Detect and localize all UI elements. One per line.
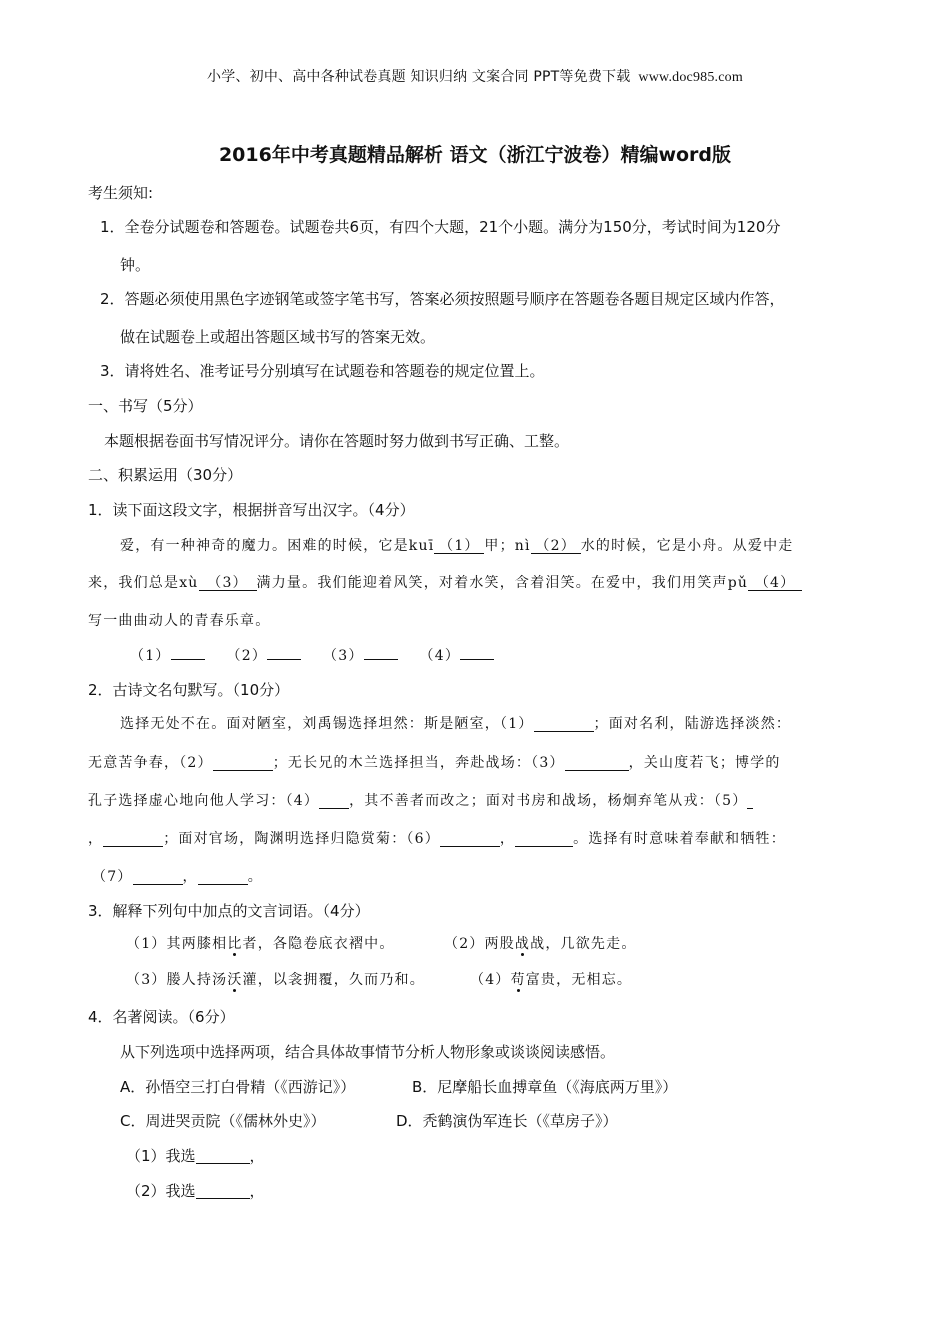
q4-comma: ， xyxy=(249,1147,265,1165)
q4-option-c: C．周进哭贡院（《儒林外史》） xyxy=(120,1112,326,1130)
q1-prompt: 1．读下面这段文字，根据拼音写出汉字。（4分） xyxy=(88,501,415,519)
q4-answer-1 xyxy=(126,1145,265,1166)
q1-answer-label: （4） xyxy=(419,648,461,664)
q1-passage-line-3: 写一曲曲动人的青春乐章。 xyxy=(88,613,271,629)
q4-option-d: D．秃鹤演伪军连长（《草房子》） xyxy=(396,1112,618,1130)
q1-answer-blank-3[interactable] xyxy=(364,659,398,660)
q1-text: 水的时候，它是小舟。从爱中走 xyxy=(580,538,794,554)
q2-text: ， xyxy=(499,831,516,847)
q4-comma: ， xyxy=(249,1182,265,1200)
q1-answer-label: （3） xyxy=(323,648,364,664)
q3-dotted-word: 战 xyxy=(514,936,531,952)
q2-passage-line-4 xyxy=(88,828,786,848)
q2-prompt: 2．古诗文名句默写。（10分） xyxy=(88,681,290,699)
q2-text: 无意苦争春，（2） xyxy=(88,755,213,771)
q1-blank-4[interactable]: （4） xyxy=(748,576,802,591)
q1-answer-blank-2[interactable] xyxy=(267,659,301,660)
q3-text: （4） xyxy=(470,972,511,988)
q3-text: 战，几欲先走。 xyxy=(530,936,637,952)
section-1-desc: 本题根据卷面书写情况评分。请你在答题时努力做到书写正确、工整。 xyxy=(104,432,570,450)
q1-answer-blank-4[interactable] xyxy=(460,659,494,660)
q2-text: （7） xyxy=(92,869,133,885)
q2-blank-7b[interactable] xyxy=(198,870,248,885)
q4-answer-blank-1[interactable] xyxy=(196,1149,250,1164)
q2-passage-line-5 xyxy=(92,866,263,886)
notice-item-1-cont: 钟。 xyxy=(120,256,151,274)
page-header xyxy=(0,66,950,86)
notice-heading: 考生须知: xyxy=(88,184,154,202)
q3-text: （1）其两膝相 xyxy=(126,936,228,952)
section-2-heading: 二、积累运用（30分） xyxy=(88,466,243,484)
document-title: 2016年中考真题精品解析 语文（浙江宁波卷）精编word版 xyxy=(218,144,732,166)
q2-text: 孔子选择虚心地向他人学习：（4） xyxy=(88,793,320,809)
q3-text: 富贵，无相忘。 xyxy=(525,972,633,988)
q1-text: 满力量。我们能迎着风笑，对着水笑，含着泪笑。在爱中，我们用笑声pǔ xyxy=(256,575,749,591)
q4-option-b: B．尼摩船长血搏章鱼（《海底两万里》） xyxy=(412,1078,678,1096)
q2-blank-6b[interactable] xyxy=(515,832,573,847)
q3-item-3 xyxy=(126,969,425,989)
q3-text: （3）媵人持汤 xyxy=(126,972,228,988)
q3-text: 者，各隐卷底衣褶中。 xyxy=(242,936,395,952)
q4-answer-label: （2）我选 xyxy=(126,1182,196,1200)
q2-blank-3[interactable] xyxy=(565,756,629,771)
q1-blank-3[interactable]: （3） xyxy=(199,576,257,591)
q4-answer-label: （1）我选 xyxy=(126,1147,196,1165)
header-url[interactable]: www.doc985.com xyxy=(638,70,743,85)
notice-item-1: 1．全卷分试题卷和答题卷。试题卷共6页，有四个大题，21个小题。满分为150分，考试时间为120分 xyxy=(100,218,781,236)
q1-answer-label: （1） xyxy=(130,648,171,664)
q1-answer-row xyxy=(130,645,494,665)
q2-blank-7a[interactable] xyxy=(133,870,183,885)
q2-text: ， xyxy=(182,869,198,885)
q1-text: 爱，有一种神奇的魔力。困难的时候，它是kuī xyxy=(120,538,435,554)
q3-item-1 xyxy=(126,933,395,953)
q3-dotted-word: 沃 xyxy=(227,972,243,988)
notice-item-2-cont: 做在试题卷上或超出答题区域书写的答案无效。 xyxy=(120,328,436,346)
section-1-heading: 一、书写（5分） xyxy=(88,397,203,415)
q1-text: 甲；nì xyxy=(484,538,531,554)
q1-text: 来，我们总是xù xyxy=(88,575,199,591)
q2-blank-5b[interactable] xyxy=(103,832,163,847)
q2-text: 。选择有时意味着奉献和牺牲： xyxy=(573,831,786,847)
q2-blank-4[interactable] xyxy=(319,794,349,809)
q2-text: 选择无处不在。面对陋室，刘禹锡选择坦然：斯是陋室，（1） xyxy=(120,716,534,732)
q2-blank-2[interactable] xyxy=(213,756,273,771)
header-text: 小学、初中、高中各种试卷真题 知识归纳 文案合同 PPT等免费下载 xyxy=(207,69,631,85)
q3-item-4 xyxy=(470,969,632,989)
q2-passage-line-1 xyxy=(120,713,791,733)
q4-option-a: A．孙悟空三打白骨精（《西游记》） xyxy=(120,1078,356,1096)
q3-prompt: 3．解释下列句中加点的文言词语。（4分） xyxy=(88,902,370,920)
q2-passage-line-3 xyxy=(88,790,753,810)
q2-blank-6a[interactable] xyxy=(440,832,500,847)
q1-passage-line-2 xyxy=(88,572,802,592)
q3-item-2 xyxy=(444,933,637,953)
notice-item-3: 3．请将姓名、准考证号分别填写在试题卷和答题卷的规定位置上。 xyxy=(100,362,545,380)
q1-blank-2[interactable]: （2） xyxy=(531,539,581,554)
q4-answer-blank-2[interactable] xyxy=(196,1184,250,1199)
q4-prompt: 4．名著阅读。（6分） xyxy=(88,1008,235,1026)
q1-answer-label: （2） xyxy=(226,648,268,664)
q3-dotted-word: 苟 xyxy=(510,972,526,988)
q1-blank-1[interactable]: （1） xyxy=(434,539,484,554)
q2-text: ， xyxy=(88,831,104,847)
q1-passage-line-1 xyxy=(120,535,794,555)
q3-dotted-word: 比 xyxy=(227,936,243,952)
q2-text: ，其不善者而改之；面对书房和战场，杨炯弃笔从戎：（5） xyxy=(349,793,748,809)
q3-text: 灌，以衾拥覆，久而乃和。 xyxy=(242,972,425,988)
q2-text: ；面对官场，陶渊明选择归隐赏菊：（6） xyxy=(163,831,440,847)
q2-passage-line-2 xyxy=(88,752,781,772)
q3-text: （2）两股 xyxy=(444,936,515,952)
notice-item-2: 2．答题必须使用黑色字迹钢笔或签字笔书写，答案必须按照题号顺序在答题卷各题目规定区域内作答， xyxy=(100,290,785,308)
q2-text: ；面对名利，陆游选择淡然： xyxy=(593,716,792,732)
q4-instruction: 从下列选项中选择两项，结合具体故事情节分析人物形象或谈谈阅读感悟。 xyxy=(120,1043,616,1061)
q2-text: ；无长兄的木兰选择担当，奔赴战场：（3） xyxy=(272,755,565,771)
q4-answer-2 xyxy=(126,1180,265,1201)
q2-blank-1[interactable] xyxy=(534,717,594,732)
q1-answer-blank-1[interactable] xyxy=(171,659,205,660)
q2-blank-5[interactable] xyxy=(747,794,753,809)
q2-text: ，关山度若飞；博学的 xyxy=(628,755,781,771)
q2-text: 。 xyxy=(247,869,263,885)
